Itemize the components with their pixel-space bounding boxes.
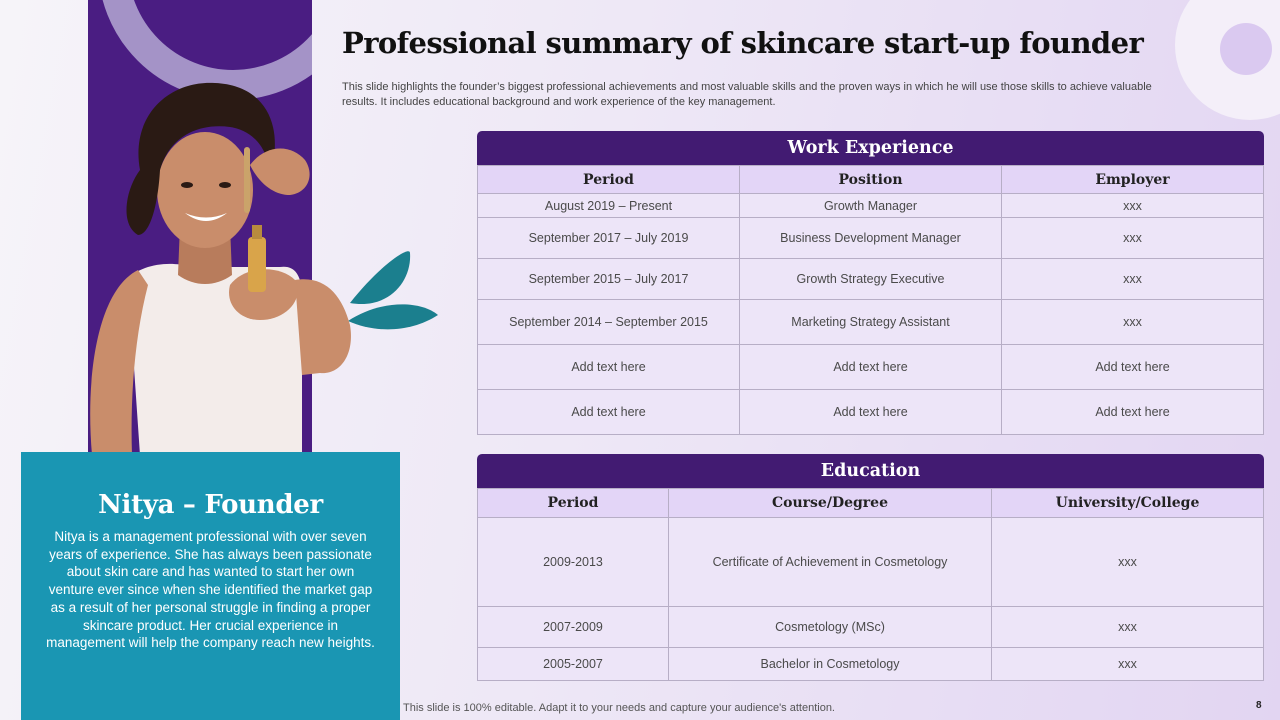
founder-description: Nitya is a management professional with over seven years of experience. She has always been passionate about skin care and has wanted to start her own venture ever since when she identified the market gap as a result of her personal struggle in finding a proper skincare product. Her crucial experience in management will help the company reach new heights. bbox=[46, 529, 375, 651]
table-cell: Marketing Strategy Assistant bbox=[740, 300, 1002, 345]
decorative-circle-small bbox=[1220, 23, 1272, 75]
education-table bbox=[477, 454, 1264, 681]
table-header-row bbox=[478, 489, 1264, 518]
column-header: Course/Degree bbox=[669, 489, 992, 518]
table-cell: Add text here bbox=[1002, 345, 1264, 390]
table-row bbox=[478, 648, 1264, 681]
founder-photo bbox=[80, 75, 450, 455]
table-row bbox=[478, 390, 1264, 435]
table-cell: Add text here bbox=[740, 345, 1002, 390]
table-cell: Growth Manager bbox=[740, 194, 1002, 218]
table-cell: 2005-2007 bbox=[478, 648, 669, 681]
table-cell: Add text here bbox=[478, 345, 740, 390]
table-row bbox=[478, 194, 1264, 218]
table-cell: xxx bbox=[992, 648, 1264, 681]
slide-subtitle: This slide highlights the founder’s biggest professional achievements and most valuable skills and the proven ways in which he will use those skills to achieve valuable results. It includes educational background and work experience of the key management. bbox=[342, 81, 1152, 108]
table-cell: xxx bbox=[992, 607, 1264, 648]
table-cell: September 2015 – July 2017 bbox=[478, 259, 740, 300]
table-row bbox=[478, 518, 1264, 607]
table-cell: xxx bbox=[1002, 259, 1264, 300]
table-header-row bbox=[478, 166, 1264, 194]
education-title: Education bbox=[477, 454, 1264, 488]
column-header: University/College bbox=[992, 489, 1264, 518]
table-cell: xxx bbox=[1002, 300, 1264, 345]
column-header: Position bbox=[740, 166, 1002, 194]
table-cell: Cosmetology (MSc) bbox=[669, 607, 992, 648]
work-experience-table bbox=[477, 131, 1264, 435]
table-cell: 2009-2013 bbox=[478, 518, 669, 607]
founder-name: Nitya – Founder bbox=[98, 490, 323, 520]
column-header: Period bbox=[478, 489, 669, 518]
table-cell: Business Development Manager bbox=[740, 218, 1002, 259]
table-row bbox=[478, 259, 1264, 300]
table-cell: 2007-2009 bbox=[478, 607, 669, 648]
table-cell: xxx bbox=[1002, 218, 1264, 259]
table-cell: Add text here bbox=[478, 390, 740, 435]
column-header: Employer bbox=[1002, 166, 1264, 194]
work-experience-title: Work Experience bbox=[477, 131, 1264, 165]
footer-note: This slide is 100% editable. Adapt it to your needs and capture your audience's attention. bbox=[403, 702, 835, 714]
founder-card bbox=[21, 452, 400, 720]
table-cell: August 2019 – Present bbox=[478, 194, 740, 218]
table-cell: xxx bbox=[1002, 194, 1264, 218]
table-cell: xxx bbox=[992, 518, 1264, 607]
table-cell: Certificate of Achievement in Cosmetology bbox=[669, 518, 992, 607]
table-cell: Add text here bbox=[1002, 390, 1264, 435]
table-cell: Add text here bbox=[740, 390, 1002, 435]
table-row bbox=[478, 607, 1264, 648]
table-cell: Bachelor in Cosmetology bbox=[669, 648, 992, 681]
table-row bbox=[478, 218, 1264, 259]
page-number: 8 bbox=[1256, 700, 1262, 711]
column-header: Period bbox=[478, 166, 740, 194]
table-row bbox=[478, 345, 1264, 390]
table-row bbox=[478, 300, 1264, 345]
table-cell: September 2014 – September 2015 bbox=[478, 300, 740, 345]
table-cell: September 2017 – July 2019 bbox=[478, 218, 740, 259]
table-cell: Growth Strategy Executive bbox=[740, 259, 1002, 300]
slide-title: Professional summary of skincare start-up founder bbox=[342, 26, 1144, 60]
